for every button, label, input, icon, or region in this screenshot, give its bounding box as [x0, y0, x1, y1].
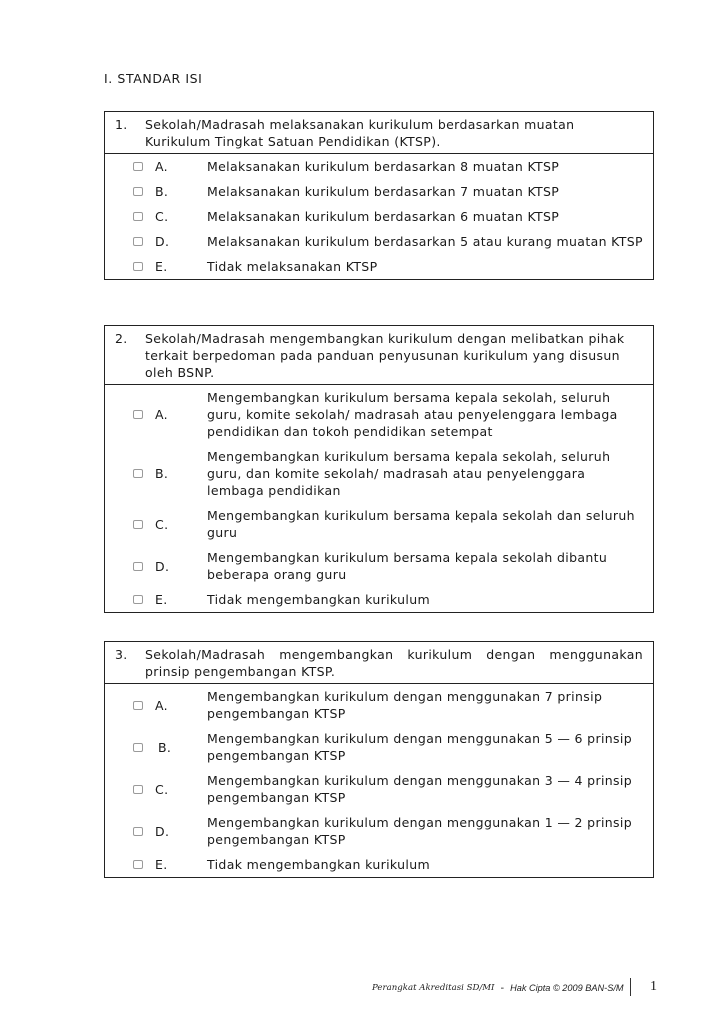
- page-number: 1: [650, 979, 657, 994]
- checkbox-2e[interactable]: [133, 595, 143, 604]
- checkbox-1a[interactable]: [133, 162, 143, 171]
- question-number: 2.: [115, 331, 128, 346]
- section-title: I. STANDAR ISI: [104, 71, 203, 86]
- question-2: [104, 325, 654, 613]
- option-letter: C.: [155, 516, 169, 532]
- option-text: Tidak mengembangkan kurikulum: [207, 592, 431, 607]
- page-footer: [372, 979, 662, 997]
- checkbox-2d[interactable]: [133, 562, 143, 571]
- option-text: Tidak mengembangkan kurikulum: [207, 857, 431, 872]
- question-header: [105, 642, 653, 684]
- option-text: Mengembangkan kurikulum bersama kepala sekolah, seluruh guru, komite sekolah/ madrasah atau penyelenggara lembaga pendidikan dan tokoh pendidikan setempat: [207, 390, 618, 439]
- question-text: Sekolah/Madrasah mengembangkan kurikulum dengan melibatkan pihak terkait berpedoman pada panduan penyusunan kurikulum yang disusun oleh BSNP.: [145, 331, 625, 380]
- question-3: [104, 641, 654, 878]
- option-3a[interactable]: [105, 684, 653, 726]
- option-letter: A.: [155, 159, 169, 174]
- option-3d[interactable]: [105, 810, 653, 852]
- checkbox-3e[interactable]: [133, 860, 143, 869]
- checkbox-1b[interactable]: [133, 187, 143, 196]
- footer-copyright: Hak Cipta © 2009 BAN-S/M: [510, 983, 624, 993]
- option-text: Mengembangkan kurikulum dengan menggunakan 7 prinsip pengembangan KTSP: [207, 689, 603, 721]
- option-2d[interactable]: [105, 545, 653, 587]
- option-1d[interactable]: [105, 229, 653, 254]
- option-1a[interactable]: [105, 154, 653, 179]
- option-letter: D.: [155, 823, 170, 839]
- footer-publication: Perangkat Akreditasi SD/MI: [372, 983, 495, 993]
- checkbox-2a[interactable]: [133, 410, 143, 419]
- option-1c[interactable]: [105, 204, 653, 229]
- question-number: 3.: [115, 647, 128, 662]
- footer-separator: -: [500, 982, 505, 994]
- question-1: [104, 111, 654, 280]
- question-text: Sekolah/Madrasah melaksanakan kurikulum berdasarkan muatan Kurikulum Tingkat Satuan Pendidikan (KTSP).: [145, 117, 575, 149]
- question-header: [105, 326, 653, 385]
- checkbox-1c[interactable]: [133, 212, 143, 221]
- option-text: Mengembangkan kurikulum dengan menggunakan 5 — 6 prinsip pengembangan KTSP: [207, 731, 633, 763]
- option-2b[interactable]: [105, 444, 653, 503]
- option-letter: D.: [155, 234, 170, 249]
- option-3b[interactable]: [105, 726, 653, 768]
- checkbox-3d[interactable]: [133, 827, 143, 836]
- option-3e[interactable]: [105, 852, 653, 877]
- checkbox-3c[interactable]: [133, 785, 143, 794]
- option-2e[interactable]: [105, 587, 653, 612]
- option-text: Melaksanakan kurikulum berdasarkan 7 muatan KTSP: [207, 184, 560, 199]
- option-text: Mengembangkan kurikulum dengan menggunakan 3 — 4 prinsip pengembangan KTSP: [207, 773, 633, 805]
- option-text: Mengembangkan kurikulum bersama kepala sekolah dan seluruh guru: [207, 508, 635, 540]
- option-3c[interactable]: [105, 768, 653, 810]
- option-text: Melaksanakan kurikulum berdasarkan 8 muatan KTSP: [207, 159, 560, 174]
- option-2a[interactable]: [105, 385, 653, 444]
- checkbox-3b[interactable]: [133, 743, 143, 752]
- option-letter: C.: [155, 209, 169, 224]
- option-1e[interactable]: [105, 254, 653, 279]
- option-letter: A.: [155, 697, 169, 713]
- option-text: Melaksanakan kurikulum berdasarkan 6 muatan KTSP: [207, 209, 560, 224]
- option-letter: E.: [155, 857, 168, 872]
- question-text: Sekolah/Madrasah mengembangkan kurikulum dengan menggunakan prinsip pengembangan KTSP.: [145, 647, 643, 679]
- question-number: 1.: [115, 117, 128, 132]
- option-letter: B.: [155, 466, 169, 481]
- checkbox-3a[interactable]: [133, 701, 143, 710]
- option-letter: C.: [155, 781, 169, 797]
- checkbox-1d[interactable]: [133, 237, 143, 246]
- option-letter: A.: [155, 407, 169, 422]
- option-text: Mengembangkan kurikulum dengan menggunakan 1 — 2 prinsip pengembangan KTSP: [207, 815, 633, 847]
- option-letter: D.: [155, 558, 170, 574]
- checkbox-1e[interactable]: [133, 262, 143, 271]
- option-text: Mengembangkan kurikulum bersama kepala sekolah, seluruh guru, dan komite sekolah/ madrasah atau penyelenggara lembaga pendidikan: [207, 449, 611, 498]
- option-letter: B.: [155, 184, 169, 199]
- option-letter: E.: [155, 592, 168, 607]
- option-1b[interactable]: [105, 179, 653, 204]
- checkbox-2c[interactable]: [133, 520, 143, 529]
- option-text: Mengembangkan kurikulum bersama kepala sekolah dibantu beberapa orang guru: [207, 550, 608, 582]
- option-2c[interactable]: [105, 503, 653, 545]
- option-text: Tidak melaksanakan KTSP: [207, 259, 378, 274]
- checkbox-2b[interactable]: [133, 469, 143, 478]
- option-letter: B.: [158, 739, 172, 755]
- footer-divider: [630, 978, 631, 996]
- option-letter: E.: [155, 259, 168, 274]
- option-text: Melaksanakan kurikulum berdasarkan 5 atau kurang muatan KTSP: [207, 234, 643, 249]
- question-header: [105, 112, 653, 154]
